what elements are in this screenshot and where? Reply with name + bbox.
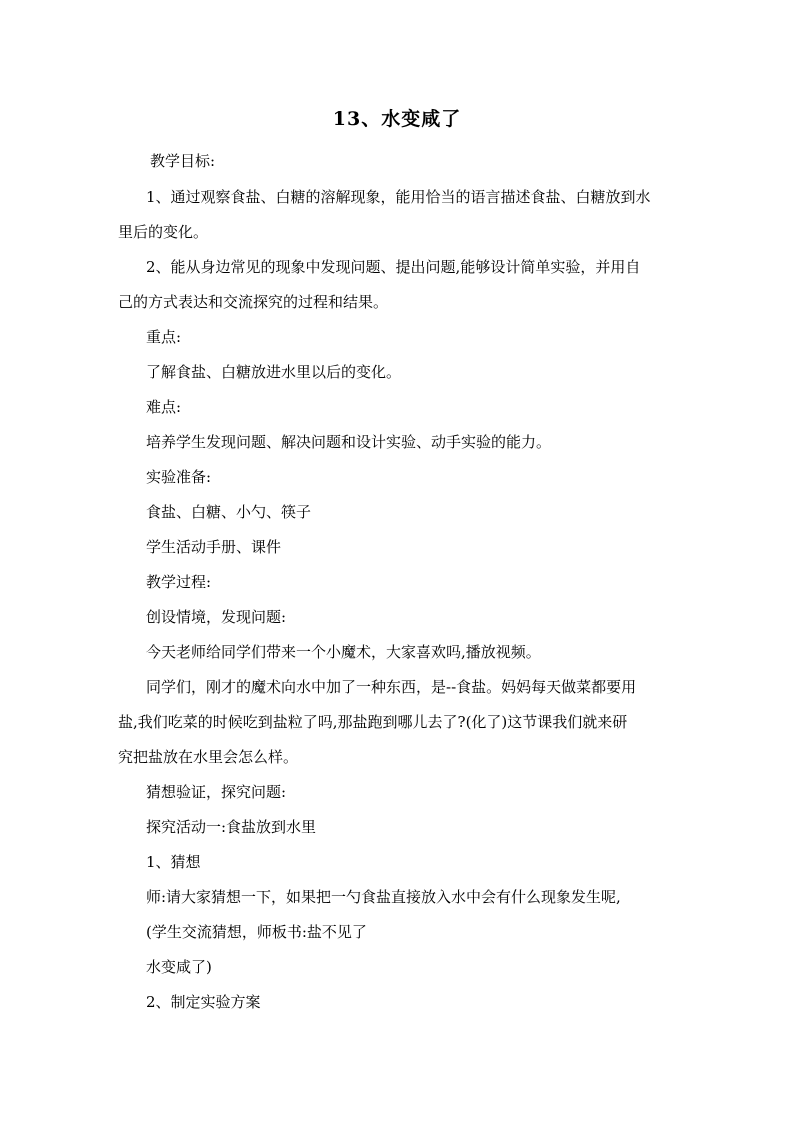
paragraph-line: 水变咸了) <box>146 958 212 976</box>
section-heading: 实验准备: <box>146 468 212 486</box>
paragraph-line: 探究活动一:食盐放到水里 <box>146 818 317 836</box>
paragraph-line: 创设情境，发现问题: <box>146 608 287 626</box>
section-heading: 难点: <box>146 398 182 416</box>
paragraph-line: 2、制定实验方案 <box>146 993 261 1011</box>
section-heading: 教学过程: <box>146 573 212 591</box>
paragraph-line: 1、通过观察食盐、白糖的溶解现象，能用恰当的语言描述食盐、白糖放到水 <box>146 188 651 206</box>
paragraph-line: 教学目标: <box>150 152 216 170</box>
paragraph-line: 培养学生发现问题、解决问题和设计实验、动手实验的能力。 <box>146 433 552 451</box>
paragraph-line: 食盐、白糖、小勺、筷子 <box>146 503 312 521</box>
paragraph-line: 盐,我们吃菜的时候吃到盐粒了吗,那盐跑到哪儿去了?(化了)这节课我们就来研 <box>118 713 628 731</box>
paragraph-line: 里后的变化。 <box>118 223 209 241</box>
document-title: 13、水变咸了 <box>332 108 462 130</box>
paragraph-line: 学生活动手册、课件 <box>146 538 282 556</box>
paragraph-line: 究把盐放在水里会怎么样。 <box>118 748 299 766</box>
paragraph-line: 2、能从身边常见的现象中发现问题、提出问题,能够设计简单实验，并用自 <box>146 258 641 276</box>
section-heading: 猜想验证，探究问题: <box>146 783 287 801</box>
section-heading: 重点: <box>146 328 182 346</box>
paragraph-line: 师:请大家猜想一下，如果把一勺食盐直接放入水中会有什么现象发生呢, <box>146 888 621 906</box>
paragraph-line: 了解食盐、白糖放进水里以后的变化。 <box>146 363 402 381</box>
paragraph-line: 同学们，刚才的魔术向水中加了一种东西，是--食盐。妈妈每天做菜都要用 <box>146 678 637 696</box>
paragraph-line: 1、猜想 <box>146 853 201 871</box>
paragraph-line: 己的方式表达和交流探究的过程和结果。 <box>118 293 389 311</box>
paragraph-line: 今天老师给同学们带来一个小魔术，大家喜欢吗,播放视频。 <box>146 643 541 661</box>
paragraph-line: (学生交流猜想，师板书:盐不见了 <box>146 923 367 941</box>
